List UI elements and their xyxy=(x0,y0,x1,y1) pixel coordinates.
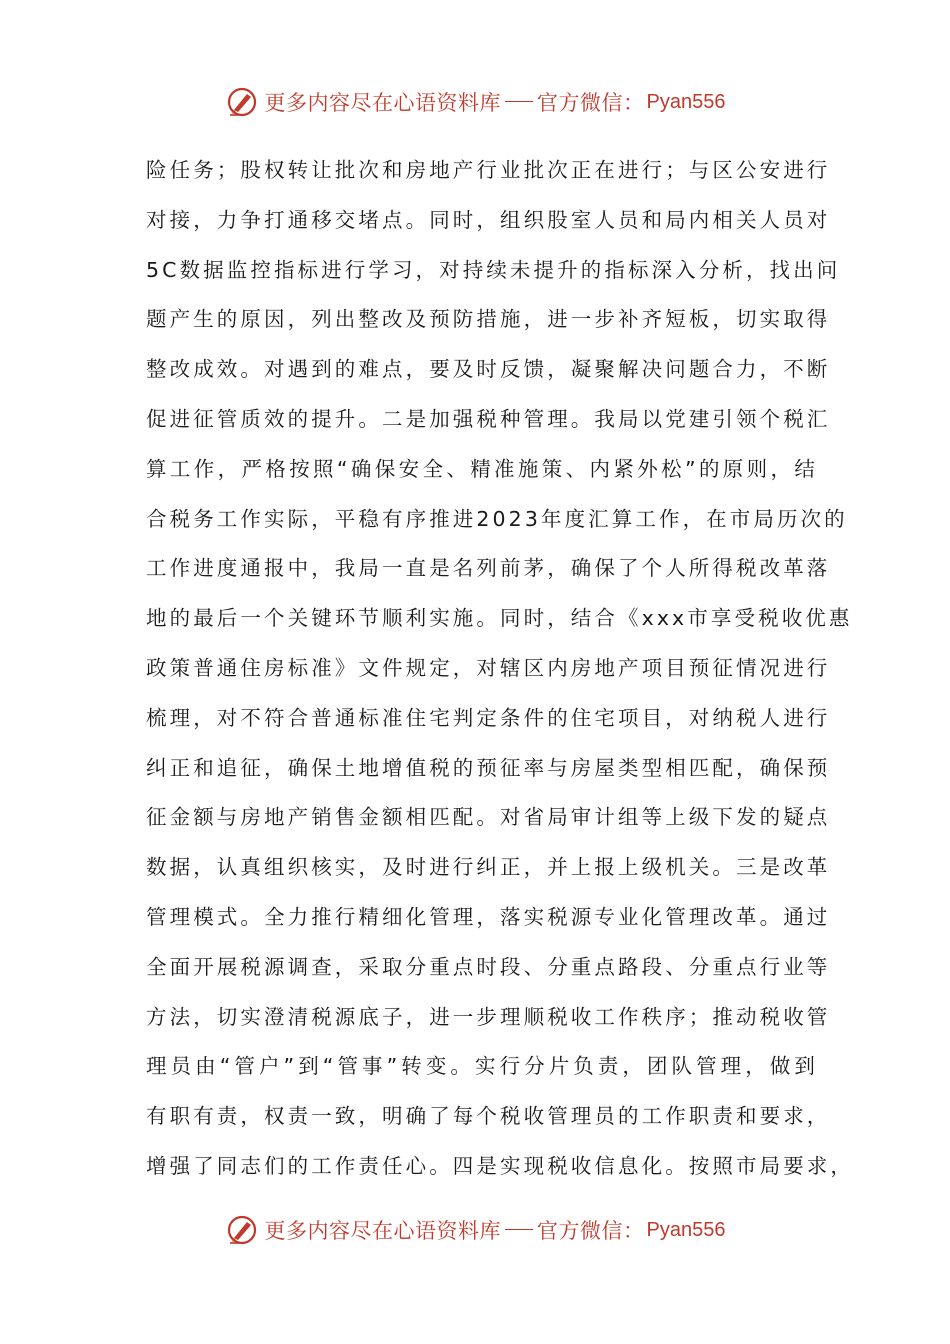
body-line-15: 数据，认真组织核实，及时进行纠正，并上报上级机关。三是改革 xyxy=(146,855,831,880)
body-line-13: 纠正和追征，确保土地增值税的预征率与房屋类型相匹配，确保预 xyxy=(146,755,831,780)
document-body xyxy=(146,150,854,1196)
body-line-4: 题产生的原因，列出整改及预防措施，进一步补齐短板，切实取得 xyxy=(146,307,831,332)
body-line-7: 算工作，严格按照“确保安全、精准施策、内紧外松”的原则，结 xyxy=(146,456,818,481)
body-line-14: 征金额与房地产销售金额相匹配。对省局审计组等上级下发的疑点 xyxy=(146,805,831,830)
watermark-dash xyxy=(505,101,533,102)
body-line-2: 对接，力争打通移交堵点。同时，组织股室人员和局内相关人员对 xyxy=(146,207,831,232)
watermark-brand-text: 更多内容尽在心语资料库 xyxy=(264,91,502,115)
pen-nib-circle-icon xyxy=(225,85,259,119)
body-line-20: 有职有责，权责一致，明确了每个税收管理员的工作职责和要求， xyxy=(146,1104,831,1129)
body-line-5: 整改成效。对遇到的难点，要及时反馈，凝聚解决问题合力，不断 xyxy=(146,357,831,382)
header-watermark xyxy=(0,82,950,122)
body-line-9: 工作进度通报中，我局一直是名列前茅，确保了个人所得税改革落 xyxy=(146,556,831,581)
body-line-16: 管理模式。全力推行精细化管理，落实税源专业化管理改革。通过 xyxy=(146,904,831,929)
watermark-brand-text: 更多内容尽在心语资料库 xyxy=(264,1219,502,1243)
pen-nib-circle-icon xyxy=(225,1213,259,1247)
body-line-18: 方法，切实澄清税源底子，进一步理顺税收工作秩序；推动税收管 xyxy=(146,1004,831,1029)
body-line-1: 险任务；股权转让批次和房地产行业批次正在进行；与区公安进行 xyxy=(146,158,831,182)
body-line-17: 全面开展税源调查，采取分重点时段、分重点路段、分重点行业等 xyxy=(146,954,831,979)
watermark-wechat-id: Pyan556 xyxy=(646,90,726,113)
body-line-3: 5C数据监控指标进行学习，对持续未提升的指标深入分析，找出问 xyxy=(146,257,841,282)
watermark-official-label: 官方微信： xyxy=(537,91,645,115)
body-line-6: 促进征管质效的提升。二是加强税种管理。我局以党建引领个税汇 xyxy=(146,406,831,431)
watermark-dash xyxy=(505,1229,533,1230)
body-line-19: 理员由“管户”到“管事”转变。实行分片负责，团队管理，做到 xyxy=(146,1054,818,1079)
body-line-10: 地的最后一个关键环节顺利实施。同时，结合《xxx市享受税收优惠 xyxy=(146,606,853,631)
watermark-wechat-id: Pyan556 xyxy=(646,1218,726,1241)
footer-watermark xyxy=(0,1210,950,1250)
watermark-official-label: 官方微信： xyxy=(537,1219,645,1243)
body-line-8: 合税务工作实际，平稳有序推进2023年度汇算工作，在市局历次的 xyxy=(146,506,848,531)
body-line-21: 增强了同志们的工作责任心。四是实现税收信息化。按照市局要求， xyxy=(146,1153,854,1178)
body-line-11: 政策普通住房标准》文件规定，对辖区内房地产项目预征情况进行 xyxy=(146,655,831,680)
body-line-12: 梳理，对不符合普通标准住宅判定条件的住宅项目，对纳税人进行 xyxy=(146,705,831,730)
